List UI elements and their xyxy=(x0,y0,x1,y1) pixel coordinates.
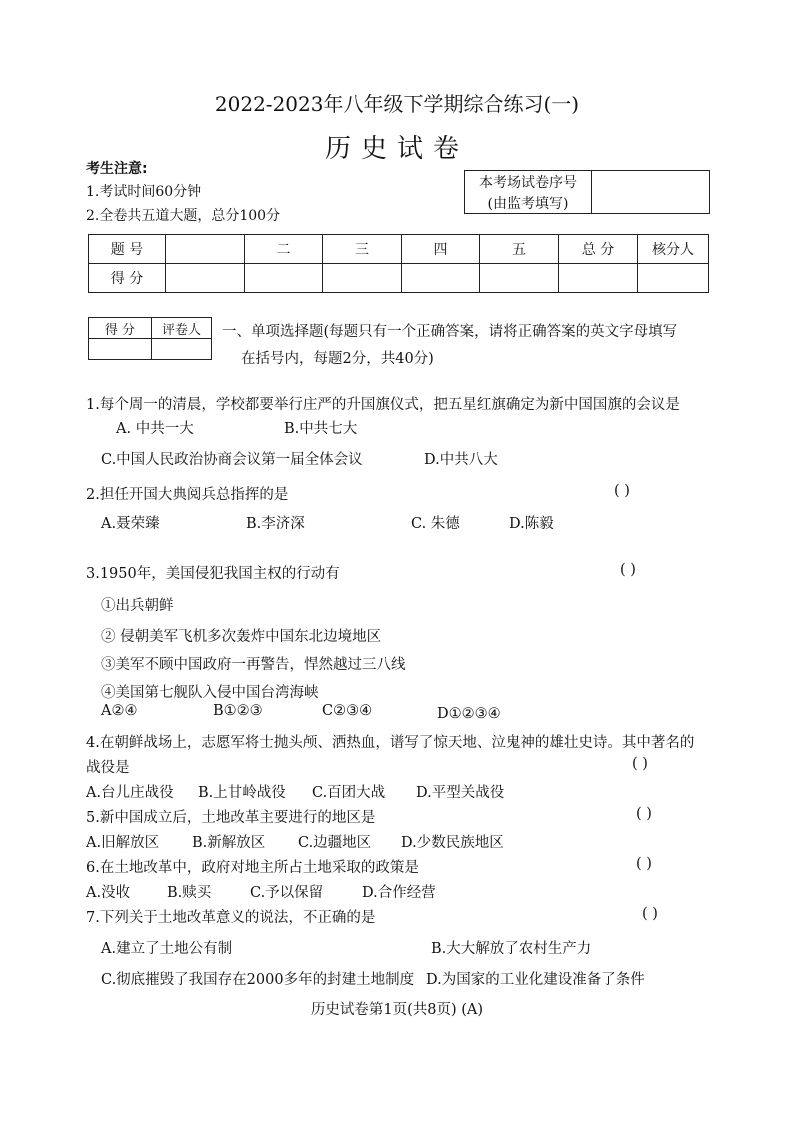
option-c: C.彻底摧毁了我国存在2000多年的封建土地制度 xyxy=(101,972,415,988)
score-cell[interactable] xyxy=(166,264,245,293)
option-c: C.中国人民政治协商会议第一届全体会议 xyxy=(101,452,363,468)
table-header-cell: 五 xyxy=(480,235,559,264)
section-heading: 一、单项选择题(每题只有一个正确答案，请将正确答案的英文字母填写 xyxy=(222,324,678,340)
option-a: A. 中共一大 xyxy=(116,421,194,437)
answer-parentheses[interactable]: ( ) xyxy=(620,562,636,578)
question-stem: 7.下列关于土地改革意义的说法，不正确的是 xyxy=(86,910,376,926)
question-stem: 4.在朝鲜战场上，志愿军将士抛头颅、洒热血，谱写了惊天地、泣鬼神的雄壮史诗。其中著名的 xyxy=(86,735,695,751)
option-b: B.李济深 xyxy=(246,516,305,532)
score-cell[interactable] xyxy=(323,264,402,293)
option-b: B.大大解放了农村生产力 xyxy=(431,941,592,957)
option-d: D.合作经营 xyxy=(362,885,436,901)
question-stem-continued: 战役是 xyxy=(86,760,130,776)
page-footer: 历史试卷第1页(共8页) (A) xyxy=(310,1002,484,1018)
exam-subject-title: 历史试卷 xyxy=(324,134,469,164)
answer-parentheses[interactable]: ( ) xyxy=(642,906,658,922)
exam-id-field[interactable] xyxy=(592,171,710,214)
option-d: D①②③④ xyxy=(437,706,501,722)
exam-id-note: (由监考填写) xyxy=(465,192,592,214)
notice-item: 1.考试时间60分钟 xyxy=(86,184,202,200)
answer-parentheses[interactable]: ( ) xyxy=(636,806,652,822)
table-header-cell: 核分人 xyxy=(638,235,709,264)
score-cell[interactable] xyxy=(480,264,559,293)
list-item: ①出兵朝鲜 xyxy=(101,598,174,614)
score-cell[interactable] xyxy=(245,264,323,293)
grader-score-label: 得 分 xyxy=(89,318,152,339)
answer-parentheses[interactable]: ( ) xyxy=(632,756,648,772)
table-header-cell: 三 xyxy=(323,235,402,264)
option-d: D.陈毅 xyxy=(509,516,554,532)
score-table xyxy=(88,234,709,293)
option-a: A.旧解放区 xyxy=(86,835,160,851)
table-row xyxy=(89,235,709,264)
option-b: B.赎买 xyxy=(167,885,212,901)
table-row-label: 得 分 xyxy=(89,264,166,293)
table-header-cell: 总 分 xyxy=(559,235,638,264)
option-a: A.没收 xyxy=(86,885,131,901)
option-c: C. 朱德 xyxy=(411,516,460,532)
option-b: B.新解放区 xyxy=(192,835,266,851)
notice-heading: 考生注意: xyxy=(86,161,148,177)
option-c: C.百团大战 xyxy=(312,785,386,801)
option-d: D.少数民族地区 xyxy=(401,835,504,851)
option-d: D.中共八大 xyxy=(424,452,498,468)
table-header-cell: 二 xyxy=(245,235,323,264)
grader-score-field[interactable] xyxy=(89,339,152,360)
question-stem: 2.担任开国大典阅兵总指挥的是 xyxy=(86,487,289,503)
option-d: D.为国家的工业化建设准备了条件 xyxy=(426,972,645,988)
list-item: ③美军不顾中国政府一再警告，悍然越过三八线 xyxy=(101,657,406,673)
section-instructions: 在括号内，每题2分，共40分) xyxy=(241,351,434,367)
option-a: A.台儿庄战役 xyxy=(86,785,174,801)
question-stem: 5.新中国成立后，土地改革主要进行的地区是 xyxy=(86,810,376,826)
option-a: A.聂荣臻 xyxy=(101,516,160,532)
notice-item: 2.全卷共五道大题，总分100分 xyxy=(86,208,281,224)
exam-id-box xyxy=(464,170,710,214)
answer-parentheses[interactable]: ( ) xyxy=(636,856,652,872)
grader-name-field[interactable] xyxy=(152,339,212,360)
exam-title: 2022-2023年八年级下学期综合练习(一) xyxy=(214,92,580,116)
list-item: ② 侵朝美军飞机多次轰炸中国东北边境地区 xyxy=(101,629,382,645)
grader-box xyxy=(88,317,212,360)
question-stem: 1.每个周一的清晨，学校都要举行庄严的升国旗仪式，把五星红旗确定为新中国国旗的会议是 xyxy=(86,397,680,413)
option-d: D.平型关战役 xyxy=(416,785,505,801)
question-stem: 3.1950年，美国侵犯我国主权的行动有 xyxy=(86,566,340,582)
option-a: A②④ xyxy=(101,703,138,719)
option-b: B.上甘岭战役 xyxy=(198,785,286,801)
table-header-cell xyxy=(166,235,245,264)
option-c: C.予以保留 xyxy=(250,885,324,901)
answer-parentheses[interactable]: ( ) xyxy=(614,483,630,499)
score-cell[interactable] xyxy=(638,264,709,293)
question-stem: 6.在土地改革中，政府对地主所占土地采取的政策是 xyxy=(86,860,419,876)
table-header-cell: 题 号 xyxy=(89,235,166,264)
option-b: B①②③ xyxy=(213,703,263,719)
score-cell[interactable] xyxy=(559,264,638,293)
exam-id-label: 本考场试卷序号 xyxy=(465,171,592,193)
score-cell[interactable] xyxy=(402,264,480,293)
table-row xyxy=(89,264,709,293)
option-b: B.中共七大 xyxy=(284,421,358,437)
option-a: A.建立了土地公有制 xyxy=(101,941,233,957)
option-c: C②③④ xyxy=(322,703,373,719)
grader-name-label: 评卷人 xyxy=(152,318,212,339)
list-item: ④美国第七舰队入侵中国台湾海峡 xyxy=(101,685,319,701)
option-c: C.边疆地区 xyxy=(298,835,372,851)
table-header-cell: 四 xyxy=(402,235,480,264)
